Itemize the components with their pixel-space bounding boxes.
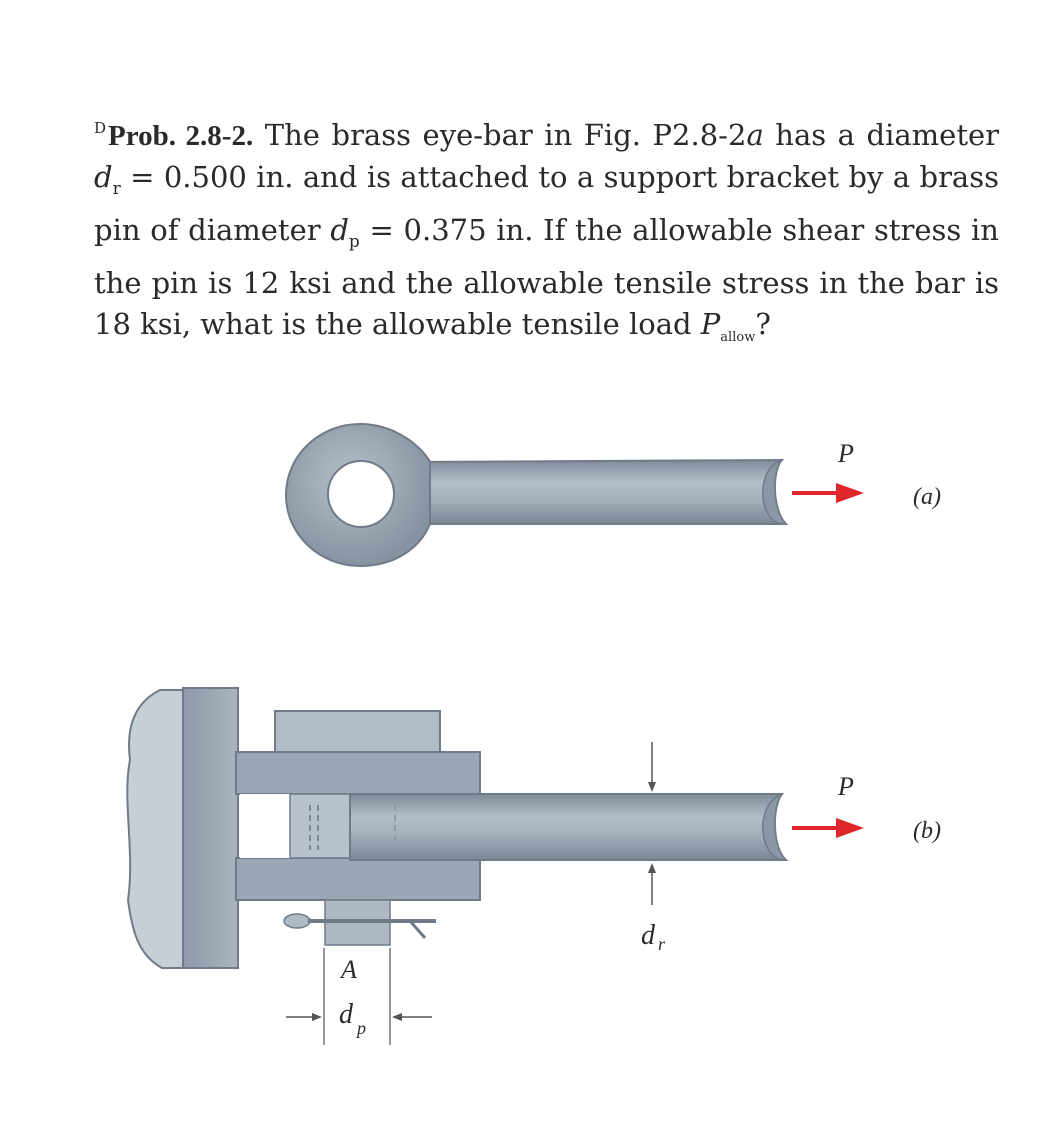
rod-dim-sub: r [658, 934, 666, 954]
eye-hole [328, 461, 394, 527]
load-arrowhead-b [836, 818, 864, 838]
eye-bar-rod [405, 460, 786, 524]
load-sub: allow [720, 329, 756, 345]
cotter-pin-end [410, 921, 425, 938]
rod-b [350, 794, 786, 860]
load-var: P [700, 306, 721, 341]
problem-text-2: has a diameter [763, 118, 999, 152]
pin-dim-arrowhead-right [392, 1013, 402, 1021]
rod-diameter-var: d [94, 160, 113, 194]
pin-head [275, 711, 440, 756]
bracket-upper-arm [236, 752, 480, 794]
load-label-b: P [838, 772, 854, 801]
pin-diameter-var: d [330, 212, 349, 247]
section-label: A [341, 955, 357, 984]
eye-bar-fig-a [286, 424, 941, 566]
caption-a: (a) [913, 484, 941, 510]
caption-b: (b) [913, 818, 941, 844]
rod-dim-var: d [641, 920, 655, 951]
bracket-gap [240, 794, 290, 858]
support-wall [127, 690, 185, 968]
bracket-assembly-fig-b [127, 688, 941, 1045]
pin-shank [290, 794, 350, 858]
rod-dim-arrowhead-top [648, 782, 656, 792]
pin-dim-var: d [339, 999, 353, 1030]
pin-dim-sub: p [357, 1018, 366, 1038]
rod-diameter-sub: r [112, 178, 121, 199]
load-arrowhead-a [836, 483, 864, 503]
problem-label: Prob. 2.8-2. [108, 120, 254, 152]
load-label-a: P [838, 439, 854, 468]
problem-text-3: = 0.500 in. and is attached to a support bracket by a brass pin of diameter [94, 160, 999, 247]
rod-dim-arrowhead-bottom [648, 863, 656, 873]
difficulty-marker: D [94, 119, 107, 137]
figure-letter: a [746, 118, 764, 152]
bracket-base-plate [183, 688, 238, 968]
problem-text-4: = 0.375 in. If the allowable shear stress in the pin is 12 ksi and the allowable tensile stress in the bar is 18 ksi, what is the allowable tensile load [94, 212, 999, 341]
bracket-lower-arm [236, 858, 480, 900]
pin-diameter-sub: p [348, 231, 360, 252]
pin-dim-arrowhead-left [312, 1013, 322, 1021]
cotter-pin-head [284, 914, 310, 928]
problem-text-5: ? [755, 306, 771, 341]
problem-text-1: The brass eye-bar in Fig. P2.8-2 [253, 118, 747, 152]
